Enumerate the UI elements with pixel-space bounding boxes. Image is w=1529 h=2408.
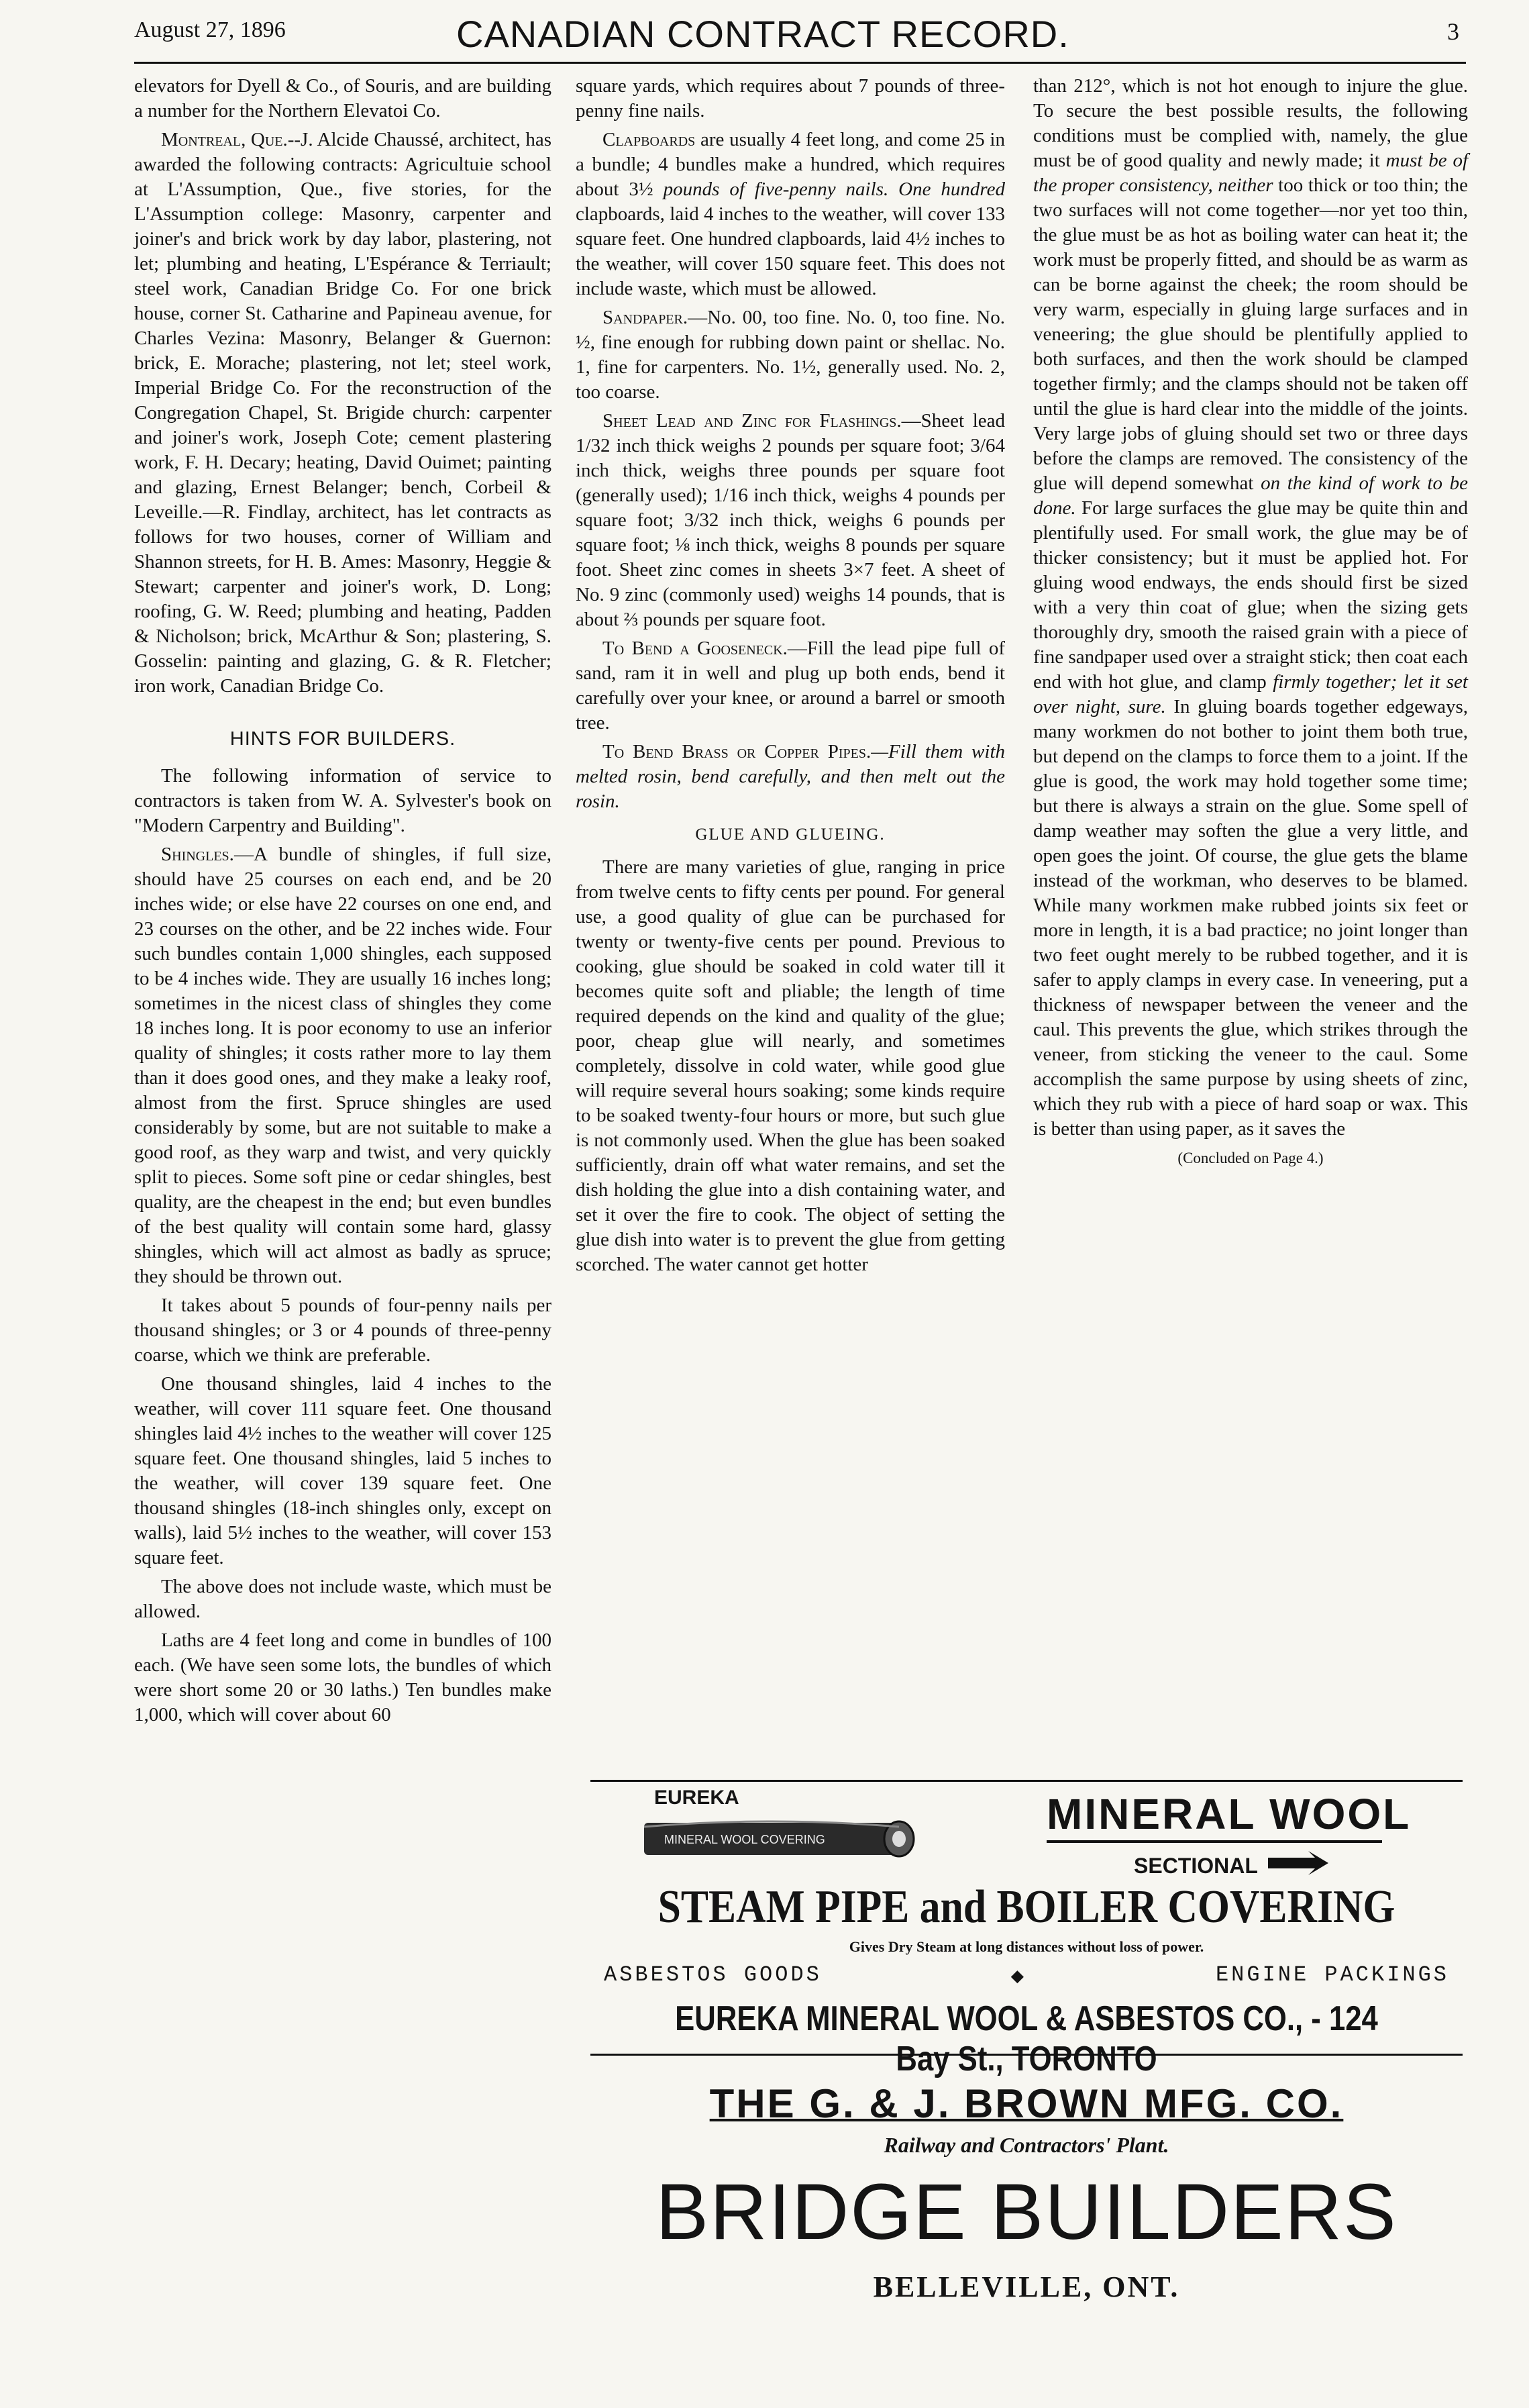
brass-pipes-text: —Fill them with melted rosin, bend carefully, and then melt out the rosin.: [576, 741, 1006, 812]
eureka-label: EUREKA: [654, 1787, 739, 1809]
col3-text-c: For large surfaces the glue may be quite thin and plentifully used. For small work, the glue may be of thicker consistency; but it must be applied hot. For gluing wood endways, the ends should first be sized with a very thin coat of glue; when the sizing gets thoroughly dry, smooth the raised grain with a piece of fine sandpaper used over a straight stick; then coat each end with hot glue, and clamp: [1033, 497, 1468, 693]
col2-clapboards: [576, 128, 1005, 301]
lead-clapboards: Clapboards: [602, 129, 696, 150]
col3-text-a: than 212°, which is not hot enough to injure the glue. To secure the best possible results, the following conditions must be complied with, namely, the glue must be of good quality and newly made; it: [1033, 75, 1468, 171]
col2-sheet-lead: [576, 409, 1005, 632]
col1-coverage: One thousand shingles, laid 4 inches to the weather, will cover 111 square feet. One thousand shingles laid 4½ inches to the weather will cover 125 square feet. One thousand shingles, laid 5 inches to the weather, will cover 139 square feet. One thousand shingles (18-inch shingles only, except on walls), laid 5½ inches to the weather, will cover 153 square feet.: [134, 1373, 551, 1568]
asbestos-goods: ASBESTOS GOODS: [604, 1962, 822, 1987]
lead-sandpaper: Sandpaper.: [602, 307, 688, 328]
products-line: [604, 1962, 1449, 1989]
col3-text-b: too thick or too thin; the two surfaces will not come together—nor yet too thin, the glue must be as hot as boiling water can heat it; the work must be properly fitted, and should be as warm as can be borne against the cheek; the room should be very warm, especially in gluing large surfaces and in veneering; the glue should be plentifully applied to both surfaces, and then the work should be clamped together firmly; and the clamps should not be taken off until the glue is hard clear into the middle of the joints. Very large jobs of gluing should set two or three days before the clamps are removed. The consistency of the glue will depend somewhat: [1033, 174, 1469, 494]
steam-tagline: Gives Dry Steam at long distances without loss of power.: [849, 1938, 1204, 1955]
eureka-company-line: EUREKA MINERAL WOOL & ASBESTOS CO., - 124 Bay St., TORONTO: [675, 1999, 1378, 2078]
mineral-wool-rule: [1047, 1840, 1382, 1843]
column-2: [576, 74, 1005, 1281]
col1-intro: The following information of service to contractors is taken from W. A. Sylvester's book on "Modern Carpentry and Building".: [134, 765, 551, 836]
shingles-text: —A bundle of shingles, if full size, should have 25 courses on each end, and be 20 inches wide; or else have 22 courses on one end, and 23 courses on the other, and be 22 inches wide. Four such bundles contain 1,000 shingles, each supposed to be 4 inches wide. They are usually 16 inches long; sometimes in the nicest class of shingles they come 18 inches long. It is poor economy to use an inferior quality of shingles; it costs rather more to lay them than it does good ones, and they make a leaky roof, almost from the first. Spruce shingles are used considerably by some, but are not suitable to make a good roof, as they warp and twist, and very quickly split to pieces. Some soft pine or cedar shingles, best quality, are the cheapest in the end; but even bundles of the best quality will contain some hard, glassy shingles, which will act almost as badly as spruce; they should be thrown out.: [134, 844, 551, 1287]
lead-montreal: Montreal, Que.: [161, 129, 288, 150]
clapboards-text-a: are usually 4 feet long, and come 25 in a bundle; 4 bundles make a hundred, which requires about 3½: [576, 129, 1005, 200]
col1-laths: Laths are 4 feet long and come in bundles of 100 each. (We have seen some lots, the bundles of which were short some 20 or 30 laths.) Ten bundles make 1,000, which will cover about 60: [134, 1629, 551, 1725]
column-1: [134, 74, 551, 1732]
pipe-label: MINERAL WOOL COVERING: [664, 1833, 825, 1846]
col3-italic-1: must be of the proper consistency, neither: [1033, 150, 1469, 196]
steam-pipe-headline: STEAM PIPE and BOILER COVERING: [657, 1881, 1395, 1933]
issue-date: August 27, 1896: [134, 17, 286, 42]
subheading-glue: GLUE AND GLUEING.: [695, 825, 886, 844]
col3-text-d: In gluing boards together edgeways, many workmen do not bother to joint them both true, but depend on the clamps to force them to a joint. If the glue is good, the work may hold together some time; but there is always a strain on the glue. Some spell of damp weather may soften the glue a very little, and open goes the joint. Of course, the glue gets the blame instead of the workman, who deserves to be blamed. While many workmen make rubbed joints six feet or more in length, it is a bad practice; no joint longer than two feet ought merely to be rubbed together, and it is safer to apply clamps in every case. In veneering, put a thickness of newspaper between the veneer and the caul. This prevents the glue, which strikes through the veneer, from sticking the veneer to the caul. Some accomplish the same purpose by using sheets of zinc, which they rub with a piece of hard soap or wax. This is better than using paper, as it saves the: [1033, 696, 1468, 1140]
lead-brass-pipes: To Bend Brass or Copper Pipes.: [602, 741, 872, 762]
page-header: [134, 12, 1466, 59]
col3-italic-2: on the kind of work to be done.: [1033, 472, 1469, 519]
concluded-note: (Concluded on Page 4.): [1177, 1150, 1324, 1166]
masthead-title: CANADIAN CONTRACT RECORD.: [456, 13, 1069, 55]
sectional-label: SECTIONAL: [1134, 1854, 1258, 1878]
mineral-wool-title: MINERAL WOOL: [1047, 1790, 1412, 1838]
column-3: [1033, 74, 1468, 1170]
ad-eureka-mineral-wool: [590, 1787, 1463, 2078]
col3-glue-continued: [1033, 74, 1468, 1142]
page-number: 3: [1447, 18, 1459, 45]
section-heading-hints: HINTS FOR BUILDERS.: [229, 728, 456, 750]
pointer-icon: ◆: [1010, 1964, 1027, 1989]
header-rule: [134, 62, 1466, 64]
ad-top-rule: [590, 1780, 1463, 1782]
gooseneck-text: —Fill the lead pipe full of sand, ram it in well and plug up both ends, bend it carefully over your knee, or around a barrel or smooth tree.: [576, 638, 1005, 734]
bridge-builders-headline: BRIDGE BUILDERS: [655, 2168, 1398, 2256]
col2-gooseneck: [576, 636, 1005, 736]
col2-paragraph-1: square yards, which requires about 7 pounds of three-penny fine nails.: [576, 75, 1005, 121]
col1-nails: It takes about 5 pounds of four-penny nails per thousand shingles; or 3 or 4 pounds of three-penny coarse, which we think are preferable.: [134, 1295, 551, 1366]
col1-waste: The above does not include waste, which must be allowed.: [134, 1576, 551, 1622]
col1-paragraph-montreal: [134, 128, 551, 699]
col1-paragraph-1: elevators for Dyell & Co., of Souris, and are building a number for the Northern Elevatoi Co.: [134, 75, 551, 121]
lead-gooseneck: To Bend a Gooseneck.: [602, 638, 788, 659]
col2-glue: There are many varieties of glue, ranging in price from twelve cents to fifty cents per pound. For general use, a good quality of glue can be purchased for twenty or twenty-five cents per pound. Previous to cooking, glue should be soaked in cold water till it becomes quite soft and pliable; the length of time required depends on the kind and quality of the glue; poor, cheap glue will nearly, and sometimes completely, dissolve in cold water, while good glue will require several hours soaking; some kinds require to be soaked twenty-four hours or more, but such glue is not commonly used. When the glue has been soaked sufficiently, drain off what water remains, and set the dish holding the glue into a dish containing water, and set it over the fire to cook. The object of setting the glue dish into water is to prevent the glue from getting scorched. The water cannot get hotter: [576, 856, 1005, 1275]
col1-shingles: [134, 842, 551, 1289]
engine-packings: ENGINE PACKINGS: [1215, 1962, 1449, 1987]
arrow-icon: [1268, 1850, 1328, 1876]
clapboards-italic: pounds of five-penny nails. One hundred: [663, 179, 1005, 200]
ad-divider-rule: [590, 2054, 1463, 2056]
col2-sandpaper: [576, 305, 1005, 405]
brown-tagline: Railway and Contractors' Plant.: [884, 2133, 1169, 2157]
montreal-text: --J. Alcide Chaussé, architect, has awarded the following contracts: Agricultuie school at L'Assumption, Que., five stories, for the L'Assumption college: Masonry, carpenter and joiner's and brick work by day labor, plastering, not let; plumbing and heating, L'Espérance & Terriault; steel work, Canadian Bridge Co. For one brick house, corner St. Catharine and Papineau avenue, for Charles Vezina: Masonry, Belanger & Guernon: brick, E. Morache; plastering, not let; steel work, Imperial Bridge Co. For the reconstruction of the Congregation Chapel, St. Brigide church: carpenter and joiner's work, Joseph Cote; cement plastering work, F. H. Decary; heating, David Ouimet; painting and glazing, Ernest Belanger; bench, Corbeil & Leveille.—R. Findlay, architect, has let contracts as follows for two houses, corner of William and Shannon streets, for H. B. Ames: Masonry, Heggie & Stewart; carpenter and joiner's work, D. Long; roofing, G. W. Reed; plumbing and heating, Padden & Nicholson; brick, McArthur & Son; plastering, S. Gosselin: painting and glazing, G. & R. Fletcher; iron work, Canadian Bridge Co.: [134, 129, 551, 697]
col3-italic-3: firmly together; let it set over night, sure.: [1033, 671, 1468, 717]
col2-brass-pipes: [576, 740, 1005, 814]
lead-shingles: Shingles.: [161, 844, 234, 865]
pipe-covering-illustration: [637, 1813, 919, 1864]
clapboards-text-b: clapboards, laid 4 inches to the weather, will cover 133 square feet. One hundred clapboards, laid 4½ inches to the weather, will cover 150 square feet. This does not include waste, which must be allowed.: [576, 203, 1005, 299]
brown-location: BELLEVILLE, ONT.: [873, 2270, 1180, 2303]
sandpaper-text: —No. 00, too fine. No. 0, too fine. No. ½, fine enough for rubbing down paint or shellac. No. 1, fine for carpenters. No. 1½, generally used. No. 2, too coarse.: [576, 307, 1005, 403]
brown-company-name: THE G. & J. BROWN MFG. CO.: [709, 2081, 1344, 2126]
sheet-lead-text: —Sheet lead 1/32 inch thick weighs 2 pounds per square foot; 3/64 inch thick, weighs three pounds per square foot (generally used); 1/16 inch thick, weighs 4 pounds per square foot; 3/32 inch thick, weighs 6 pounds per square foot; ⅛ inch thick, weighs 8 pounds per square foot. Sheet zinc comes in sheets 3×7 feet. A sheet of No. 9 zinc (commonly used) weighs 14 pounds, that is about ⅔ pounds per square foot.: [576, 410, 1005, 630]
lead-sheet-lead: Sheet Lead and Zinc for Flashings.: [602, 410, 902, 432]
